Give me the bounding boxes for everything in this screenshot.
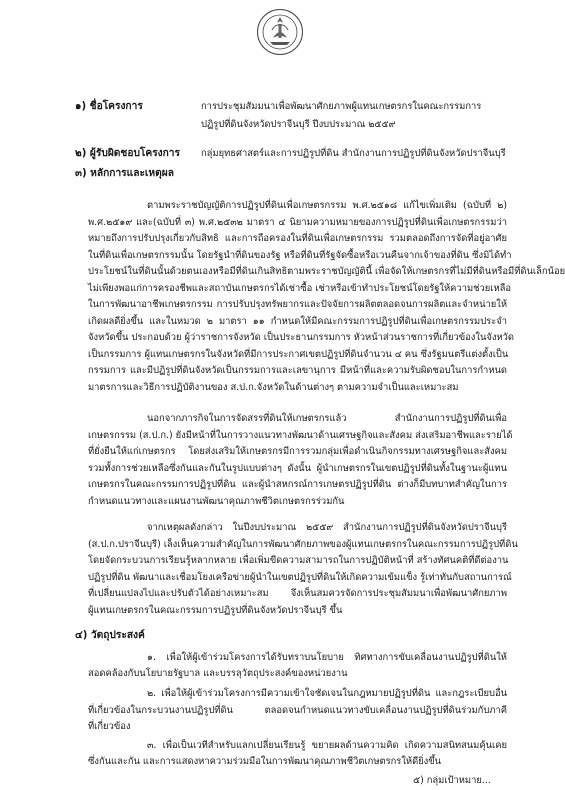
para1-line: ไม่เพียงพอแก่การครองชีพและสถาบันเกษตรกรได้เช่าซื้อ เช่าหรือเข้าทำประโยชน์โดยรัฐให้ความช่วยเหลือ [88,283,512,294]
para1-line: เป็นกรรมการ ผู้แทนเกษตรกรในจังหวัดที่มีการประกาศเขตปฏิรูปที่ดินจำนวน ๔ คน ซึ่งรัฐมนตรีแต่งตั้งเป็น [88,349,509,360]
section1-text-line: การประชุมสัมมนาเพื่อพัฒนาศักยภาพผู้แทนเกษตรกรในคณะกรรมการ [201,101,482,112]
para3-line: ผู้แทนเกษตรกรในคณะกรรมการปฏิรูปที่ดินจังหวัดปราจีนบุรี ขึ้น [88,605,343,616]
para2-line: เกษตรกรรม (ส.ป.ก.) ยังมีหน้าที่ในการวางแนวทางพัฒนาด้านเศรษฐกิจและสังคม ส่งเสริมอาชีพและรายได้ [88,430,513,441]
section1-text-line: ปฏิรูปที่ดินจังหวัดปราจีนบุรี ปีงบประมาณ ๒๕๕๙ [201,119,396,130]
para3-line: จากเหตุผลดังกล่าว ในปีงบประมาณ ๒๕๕๙ สำนักงานการปฏิรูปที่ดินจังหวัดปราจีนบุรี [147,522,507,533]
para2-line: ที่ยั่งยืนให้แก่เกษตรกร โดยส่งเสริมให้เกษตรกรมีการรวมกลุ่มเพื่อดำเนินกิจกรรมทางเศรษฐกิจและสังคม [88,446,507,457]
para3-line: ปฏิรูปที่ดิน พัฒนาและเชื่อมโยงเครือข่ายผู้นำในเขตปฏิรูปที่ดินให้เกิดความเข้มแข็ง รู้เท่าทันกับสถานการณ์ [88,572,512,583]
para1-line: มาตรการและวิธีการปฏิบัติงานของ ส.ป.ก.จังหวัดในด้านต่างๆ ตามความจำเป็นและเหมาะสม [88,382,459,393]
para3-line: ที่เปลี่ยนแปลงไปและปรับตัวได้อย่างเหมาะสม จึงเห็นสมควรจัดการประชุมสัมมนาเพื่อพัฒนาศักยภาพ [88,588,507,599]
para1-line: ในการพัฒนาอาชีพเกษตรกรรม การปรับปรุงทรัพยากรและปัจจัยการผลิตตลอดจนการผลิตและจำหน่ายให้ [88,299,507,310]
para1-line: จังหวัดขึ้น ประกอบด้วย ผู้ว่าราชการจังหวัด เป็นประธานกรรมการ หัวหน้าส่วนราชการที่เกี่ยวข้องในจังหวัด [88,332,514,343]
para2-line: กำหนดแนวทางและแผนงานพัฒนาคุณภาพชีวิตเกษตรกรร่วมกัน [88,496,345,507]
para2-line: เกษตรกรในคณะกรรมการปฏิรูปที่ดิน และผู้นำสหกรณ์การเกษตรปฏิรูปที่ดิน ต่างก็มีบทบาทสำคัญในการ [88,479,507,490]
para2-line: นอกจากภารกิจในการจัดสรรที่ดินให้เกษตรกรแล้ว สำนักงานการปฏิรูปที่ดินเพื่อ [147,413,507,424]
section3-heading: ๓) หลักการและเหตุผล [75,168,174,179]
objective-3-line: ๓. เพื่อเป็นเวทีสำหรับแลกเปลี่ยนเรียนรู้ ขยายผลด้านความคิด เกิดความสนิทสนมคุ้นเคย [147,740,507,751]
objective-2-line: ๒. เพื่อให้ผู้เข้าร่วมโครงการมีความเข้าใจชัดเจนในกฎหมายปฏิรูปที่ดิน และกฎระเบียบอื่น [147,688,507,699]
objective-2-line: ที่เกี่ยวข้องในกระบวนงานปฏิรูปที่ดิน ตลอดจนกำหนดแนวทางขับเคลื่อนงานปฏิรูปที่ดินร่วมกับภาคี [88,705,507,716]
para1-line: เกิดผลดียิ่งขึ้น และในหมวด ๒ มาตรา ๑๑ กำหนดให้มีคณะกรรมการปฏิรูปที่ดินเพื่อเกษตรกรรมประจำ [88,316,507,327]
section1-heading: ๑) ชื่อโครงการ [75,101,143,112]
objective-1-line: สอดคล้องกับนโยบายรัฐบาล และบรรลุวัตถุประสงค์ของหน่วยงาน [88,668,348,679]
alro-seal-logo [256,8,304,56]
para2-line: รวมทั้งการช่วยเหลือซึ่งกันและกันในรูปแบบต่างๆ ดังนั้น ผู้นำเกษตรกรในเขตปฏิรูปที่ดินทั้งในฐานะผู้แทน [88,463,507,474]
section4-heading: ๔) วัตถุประสงค์ [75,630,145,641]
para3-line: โดยจัดกระบวนการเรียนรู้หลากหลาย เพื่อเพิ่มขีดความสามารถในการปฏิบัติหน้าที่ สร้างทัศนคติที่ดีต่องาน [88,555,509,566]
para1-line: ประโยชน์ในที่ดินนั้นด้วยตนเองหรือมีที่ดินเกินสิทธิตามพระราชบัญญัตินี้ เพื่อจัดให้เกษตรกรที่ไม่มีที่ดินหรือมีที่ดินเล็กน้อย [88,266,565,277]
para1-line: พ.ศ.๒๕๑๙ และ(ฉบับที่ ๓) พ.ศ.๒๕๓๒ มาตรา ๔ นิยามความหมายของการปฏิรูปที่ดินเพื่อเกษตรกรรมว่า [88,217,507,228]
page-continuation: ๕) กลุ่มเป้าหมาย... [413,775,491,786]
para1-line: กรรมการ และมีปฏิรูปที่ดินจังหวัดเป็นกรรมการและเลขานุการ มีหน้าที่และความรับผิดชอบในการกำหนด [88,365,507,376]
objective-2-line: ที่เกี่ยวข้อง [88,721,131,732]
section2-heading: ๒) ผู้รับผิดชอบโครงการ [75,148,181,159]
para1-line: หมายถึงการปรับปรุงเกี่ยวกับสิทธิ และการถือครองในที่ดินเพื่อเกษตรกรรม รวมตลอดถึงการจัดที่อยู่อาศัย [88,233,507,244]
objective-3-line: ซึ่งกันและกัน และการแสดงหาความร่วมมือในการพัฒนาคุณภาพชีวิตเกษตรกรให้ดียิ่งขึ้น [88,756,442,767]
para1-line: ตามพระราชบัญญัติการปฏิรูปที่ดินเพื่อเกษตรกรรม พ.ศ.๒๕๑๘ แก้ไขเพิ่มเติม (ฉบับที่ ๒) [147,200,507,211]
section2-text: กลุ่มยุทธศาสตร์และการปฏิรูปที่ดิน สำนักงานการปฏิรูปที่ดินจังหวัดปราจีนบุรี [201,148,506,159]
para3-line: (ส.ป.ก.ปราจีนบุรี) เล็งเห็นความสำคัญในการพัฒนาศักยภาพของผู้แทนเกษตรกรในคณะกรรมการปฏิรูปที่ดิน [88,539,518,550]
objective-1-line: ๑. เพื่อให้ผู้เข้าร่วมโครงการได้รับทราบนโยบาย ทิศทางการขับเคลื่อนงานปฏิรูปที่ดินให้ [147,652,507,663]
para1-line: ในที่ดินเพื่อเกษตรกรรมนั้น โดยรัฐนำที่ดินของรัฐ หรือที่ดินที่รัฐจัดซื้อหรือเวนคืนจากเจ้าของที่ดิน ซึ่งมิได้ทำ [88,250,512,261]
